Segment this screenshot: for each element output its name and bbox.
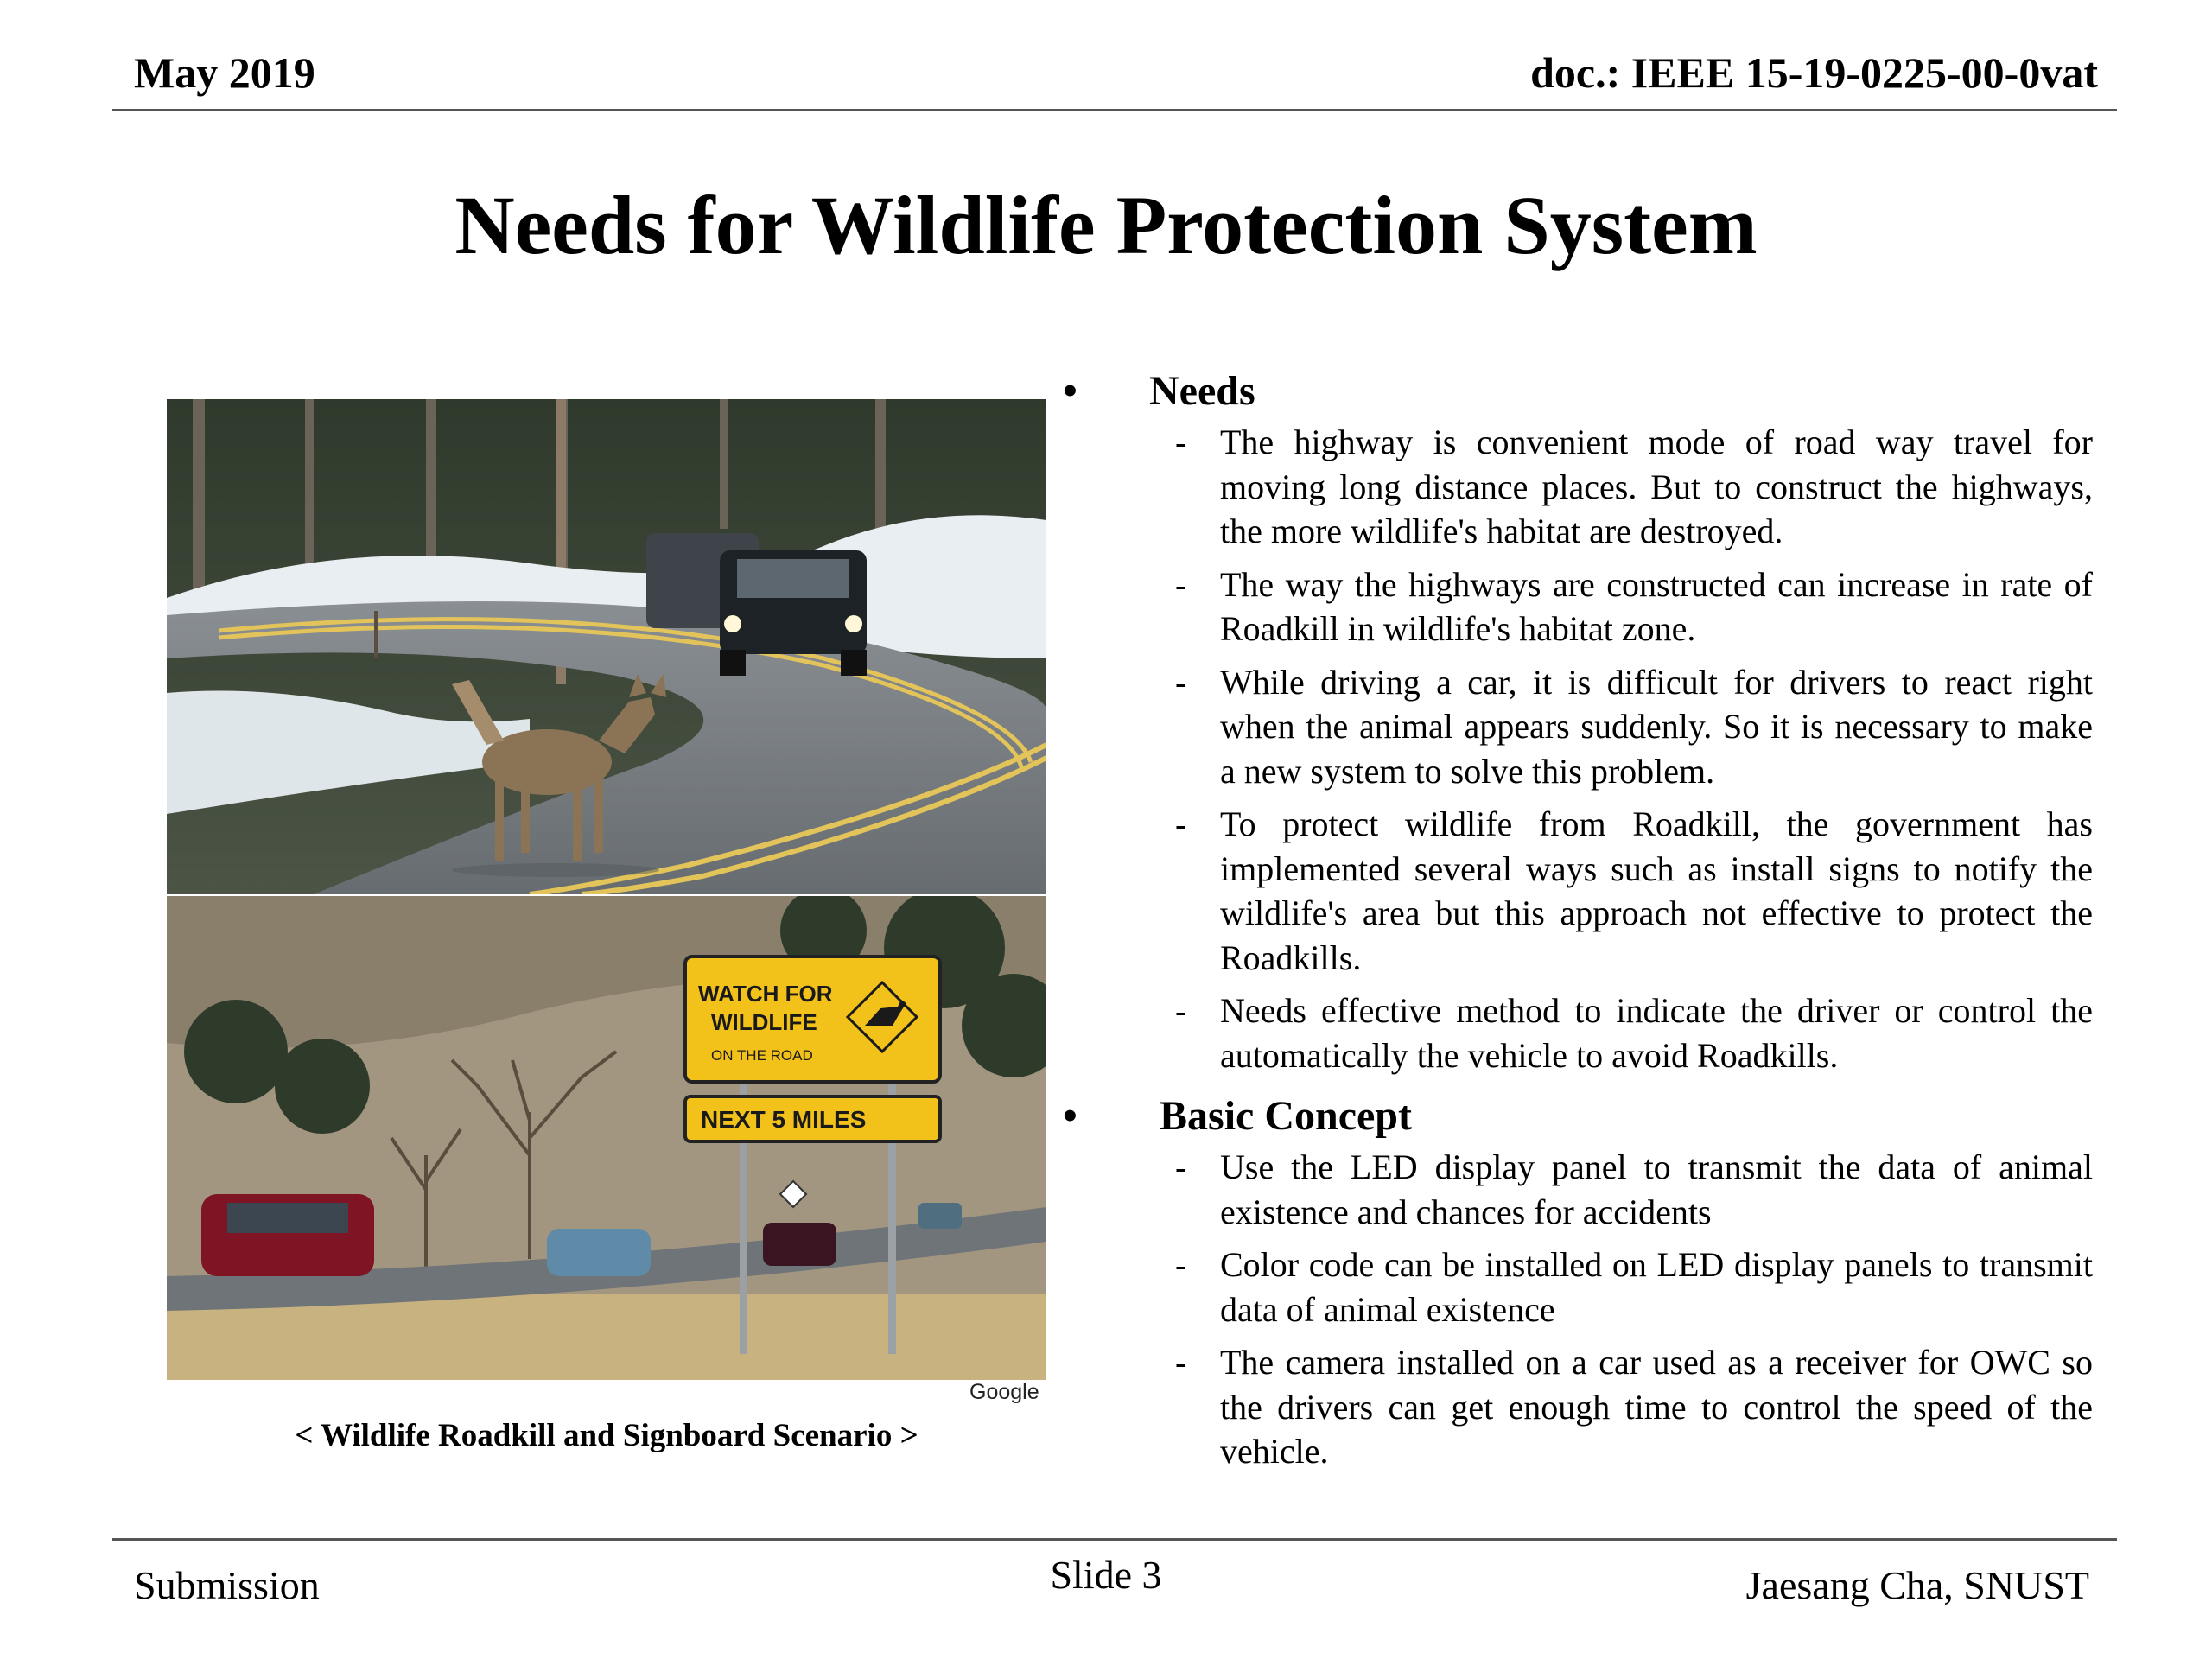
list-item-text: The camera installed on a car used as a receiver for OWC so the drivers can get enough time to control the speed of the vehicle. [1220, 1343, 2093, 1471]
list-item [1063, 1340, 2093, 1474]
dash-icon: - [1175, 804, 1187, 843]
list-item [1063, 1243, 2093, 1332]
list-item [1063, 563, 2093, 652]
bullet-icon: • [1063, 368, 1077, 414]
dash-icon: - [1175, 662, 1187, 702]
header-rule [112, 109, 2117, 111]
footer-author: Jaesang Cha, SNUST [1745, 1563, 2089, 1607]
list-item [1063, 988, 2093, 1077]
wildlife-sign-photo [167, 896, 1046, 1380]
sign-text-line1: WATCH FOR [698, 981, 833, 1007]
header-date: May 2019 [134, 48, 315, 97]
sign-text-line2: WILDLIFE [711, 1009, 817, 1035]
figure-caption: < Wildlife Roadkill and Signboard Scenario > [295, 1418, 918, 1453]
list-item-text: While driving a car, it is difficult for drivers to react right when the animal appears suddenly. So it is necessary to make a new system to solve this problem. [1220, 662, 2093, 791]
list-item [1063, 660, 2093, 794]
footer-submission: Submission [134, 1563, 320, 1607]
list-item-text: The way the highways are constructed can increase in rate of Roadkill in wildlife's habitat zone. [1220, 564, 2093, 648]
deer-crossing-photo [167, 399, 1046, 894]
sign-text-line4: NEXT 5 MILES [701, 1106, 867, 1133]
list-item [1063, 802, 2093, 980]
bullet-icon: • [1063, 1093, 1077, 1139]
sign-text-line3: ON THE ROAD [711, 1047, 813, 1064]
list-item-text: The highway is convenient mode of road way travel for moving long distance places. But to construct the highways, the more wildlife's habitat are destroyed. [1220, 423, 2093, 550]
dash-icon: - [1175, 564, 1187, 604]
list-item-text: Color code can be installed on LED display panels to transmit data of animal existence [1220, 1245, 2093, 1329]
basic-concept-list [1063, 1145, 2093, 1474]
header-doc-id: doc.: IEEE 15-19-0225-00-0vat [1530, 48, 2098, 97]
section-heading-needs [1063, 363, 2093, 420]
slide-number: Slide 3 [1050, 1553, 1162, 1597]
needs-list [1063, 420, 2093, 1077]
dash-icon: - [1175, 991, 1187, 1030]
content-list [1063, 363, 2093, 1484]
dash-icon: - [1175, 1343, 1187, 1382]
figure [167, 399, 1046, 1380]
slide-title: Needs for Wildlife Protection System [454, 179, 1758, 271]
list-item-text: Needs effective method to indicate the driver or control the automatically the vehicle to avoid Roadkills. [1220, 991, 2093, 1075]
dash-icon: - [1175, 423, 1187, 461]
section-heading-text: Needs [1149, 368, 1255, 414]
image-credit: Google [969, 1380, 1039, 1404]
list-item-text: To protect wildlife from Roadkill, the government has implemented several ways such as install signs to notify the wildlife's area but this approach not effective to protect the Roadkills. [1220, 804, 2093, 977]
list-item [1063, 420, 2093, 554]
section-heading-text: Basic Concept [1160, 1093, 1412, 1139]
list-item [1063, 1145, 2093, 1234]
section-heading-basic-concept [1063, 1088, 2093, 1145]
dash-icon: - [1175, 1245, 1187, 1284]
footer-rule [112, 1538, 2117, 1541]
list-item-text: Use the LED display panel to transmit the data of animal existence and chances for accidents [1220, 1147, 2093, 1231]
dash-icon: - [1175, 1147, 1187, 1186]
